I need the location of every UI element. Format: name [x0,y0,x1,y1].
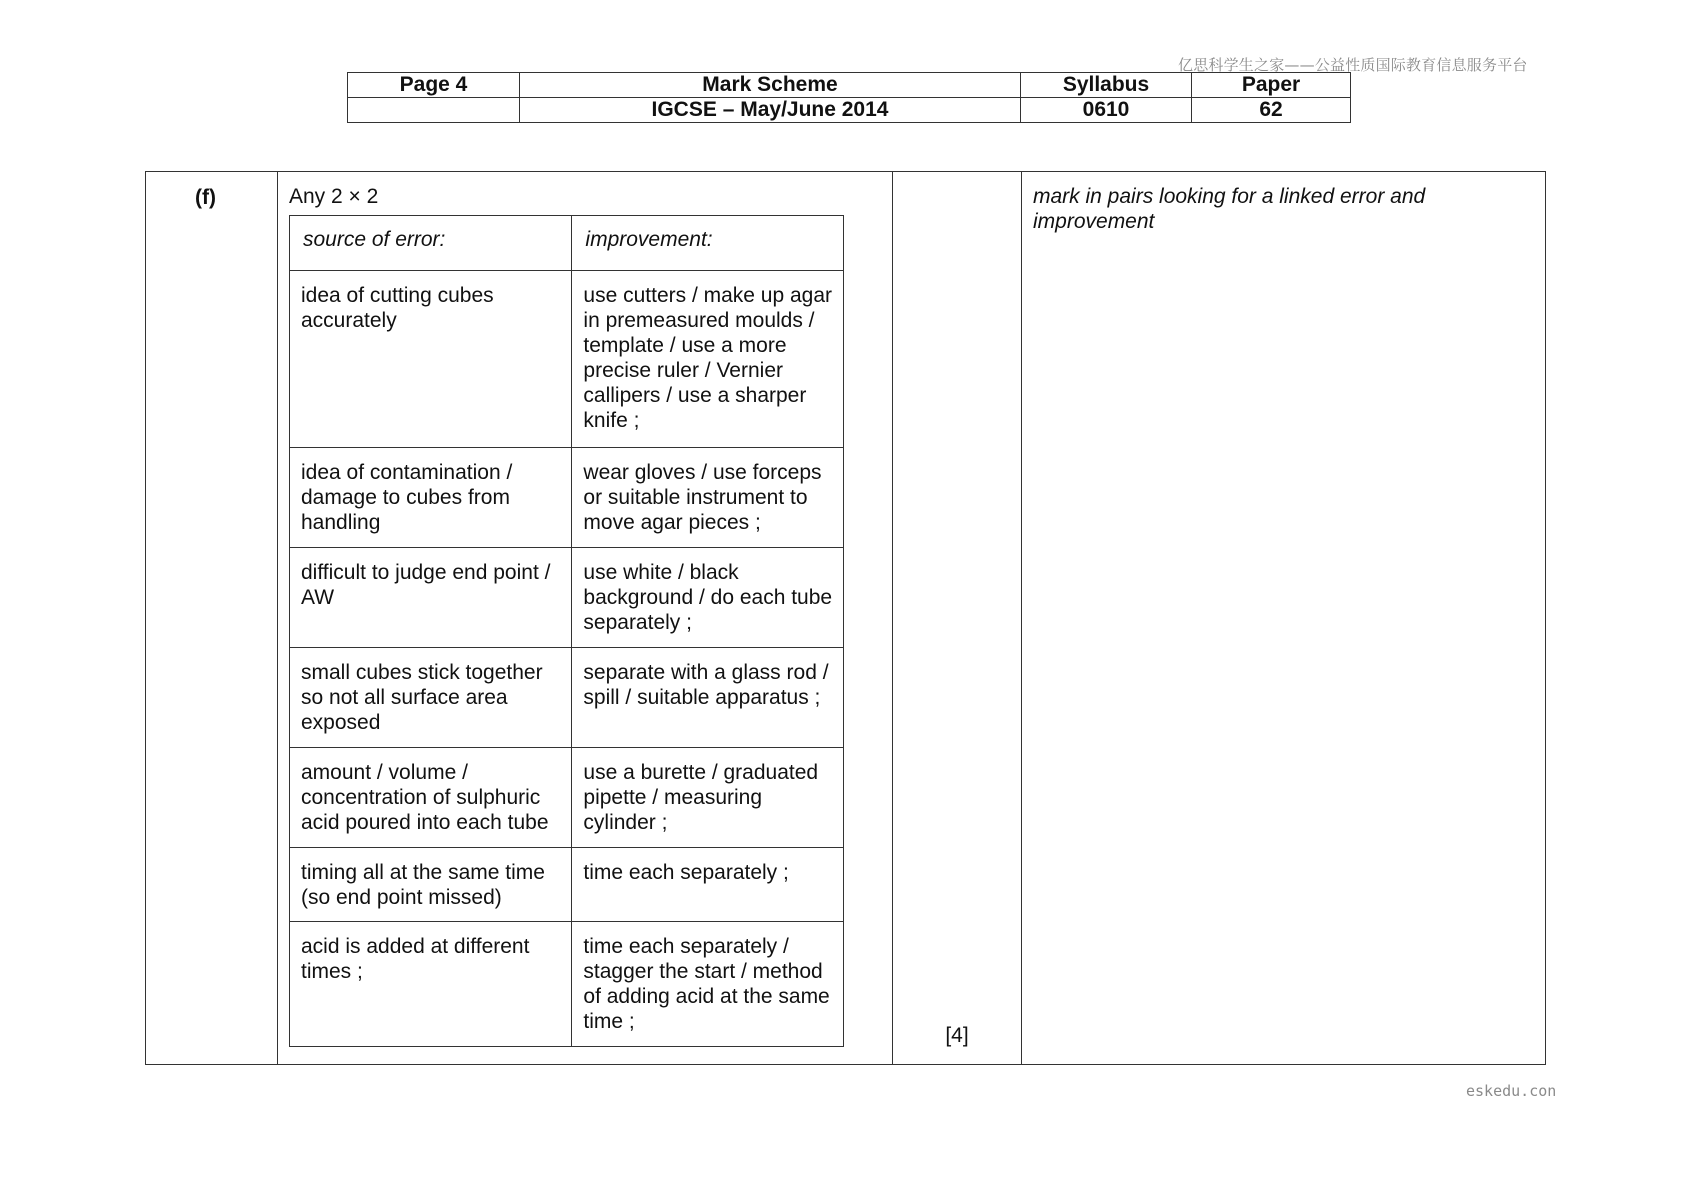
improvement-cell: use white / black background / do each tube separately ; [572,548,844,648]
table-row [290,648,844,748]
question-label: (f) [195,186,216,209]
exam-session: IGCSE – May/June 2014 [520,98,1021,123]
improvement-cell: wear gloves / use forceps or suitable instrument to move agar pieces ; [572,448,844,548]
error-cell: acid is added at different times ; [290,922,572,1047]
watermark-bottom: eskedu.con [1466,1082,1557,1100]
table-row [290,848,844,922]
mark-scheme-table [145,171,1546,1065]
table-row [290,448,844,548]
error-cell: difficult to judge end point / AW [290,548,572,648]
marks-value: [4] [945,1024,969,1047]
table-row [290,748,844,848]
table-row [290,548,844,648]
improvement-column-header: improvement: [572,216,844,271]
header-table [347,72,1351,123]
error-column-header: source of error: [290,216,572,271]
answer-intro: Any 2 × 2 [289,185,379,208]
watermark-top: 亿思科学生之家——公益性质国际教育信息服务平台 [1178,56,1528,74]
question-row [146,172,1546,1065]
header-row-1 [348,73,1351,98]
improvement-cell: use cutters / make up agar in premeasured moulds / template / use a more precise ruler / Vernier callipers / use a sharper knife ; [572,271,844,448]
marks-cell [893,172,1022,1065]
syllabus-label: Syllabus [1021,73,1192,98]
error-cell: amount / volume / concentration of sulphuric acid poured into each tube [290,748,572,848]
paper-label: Paper [1192,73,1351,98]
improvement-cell: use a burette / graduated pipette / measuring cylinder ; [572,748,844,848]
question-cell [146,172,278,1065]
errors-table [289,215,844,1047]
empty-cell [348,98,520,123]
error-cell: small cubes stick together so not all surface area exposed [290,648,572,748]
guidance-cell: mark in pairs looking for a linked error and improvement [1022,172,1546,1065]
answer-cell [278,172,893,1065]
error-cell: timing all at the same time (so end point missed) [290,848,572,922]
improvement-cell: separate with a glass rod / spill / suitable apparatus ; [572,648,844,748]
improvement-cell: time each separately / stagger the start / method of adding acid at the same time ; [572,922,844,1047]
error-cell: idea of contamination / damage to cubes from handling [290,448,572,548]
table-row [290,922,844,1047]
page-number: Page 4 [348,73,520,98]
error-cell: idea of cutting cubes accurately [290,271,572,448]
header-row-2 [348,98,1351,123]
improvement-cell: time each separately ; [572,848,844,922]
table-row [290,271,844,448]
syllabus-code: 0610 [1021,98,1192,123]
errors-header-row [290,216,844,271]
paper-number: 62 [1192,98,1351,123]
document-title: Mark Scheme [520,73,1021,98]
